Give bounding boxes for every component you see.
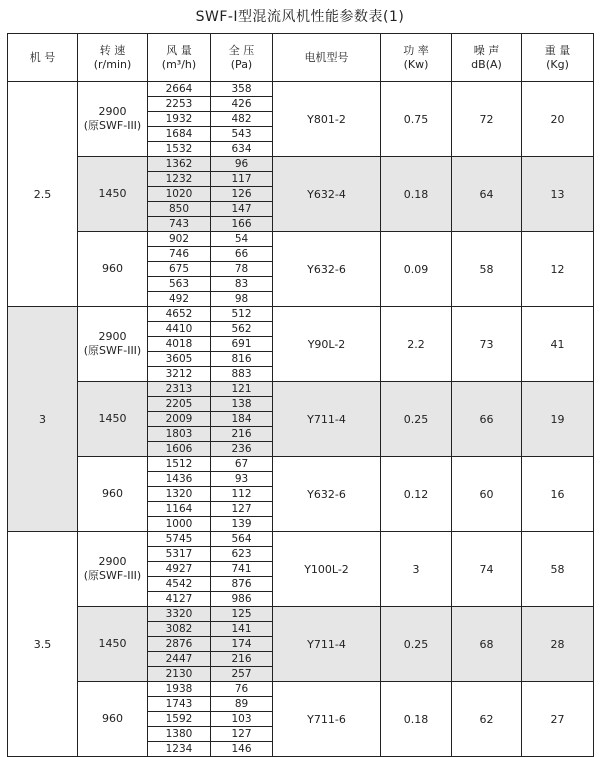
power-value: 2.2 <box>381 307 452 382</box>
pressure-value: 83 <box>211 277 273 292</box>
performance-table <box>7 33 594 757</box>
power-value: 0.09 <box>381 232 452 307</box>
model-number: 3 <box>8 307 78 532</box>
flow-value: 563 <box>148 277 211 292</box>
weight-value: 28 <box>522 607 594 682</box>
flow-value: 2664 <box>148 82 211 97</box>
flow-value: 2313 <box>148 382 211 397</box>
model-number: 2.5 <box>8 82 78 307</box>
weight-value: 13 <box>522 157 594 232</box>
flow-value: 1232 <box>148 172 211 187</box>
pressure-value: 66 <box>211 247 273 262</box>
pressure-value: 127 <box>211 727 273 742</box>
power-value: 0.25 <box>381 607 452 682</box>
pressure-value: 816 <box>211 352 273 367</box>
speed-cell: 960 <box>78 457 148 532</box>
motor-model: Y711-4 <box>273 382 381 457</box>
power-value: 0.12 <box>381 457 452 532</box>
pressure-value: 564 <box>211 532 273 547</box>
pressure-value: 236 <box>211 442 273 457</box>
table-row <box>8 457 594 472</box>
pressure-value: 426 <box>211 97 273 112</box>
pressure-value: 117 <box>211 172 273 187</box>
pressure-value: 67 <box>211 457 273 472</box>
flow-value: 902 <box>148 232 211 247</box>
pressure-value: 623 <box>211 547 273 562</box>
flow-value: 4127 <box>148 592 211 607</box>
flow-value: 1938 <box>148 682 211 697</box>
flow-value: 3605 <box>148 352 211 367</box>
flow-value: 2009 <box>148 412 211 427</box>
flow-value: 1532 <box>148 142 211 157</box>
table-row <box>8 607 594 622</box>
pressure-value: 121 <box>211 382 273 397</box>
flow-value: 1234 <box>148 742 211 757</box>
noise-value: 62 <box>452 682 522 757</box>
header-flow: 风 量 (m³/h) <box>148 34 211 82</box>
flow-value: 5745 <box>148 532 211 547</box>
flow-value: 3082 <box>148 622 211 637</box>
pressure-value: 876 <box>211 577 273 592</box>
flow-value: 1932 <box>148 112 211 127</box>
flow-value: 1803 <box>148 427 211 442</box>
pressure-value: 691 <box>211 337 273 352</box>
power-value: 0.75 <box>381 82 452 157</box>
flow-value: 2205 <box>148 397 211 412</box>
power-value: 3 <box>381 532 452 607</box>
pressure-value: 112 <box>211 487 273 502</box>
pressure-value: 741 <box>211 562 273 577</box>
pressure-value: 54 <box>211 232 273 247</box>
noise-value: 64 <box>452 157 522 232</box>
header-motor: 电机型号 <box>273 34 381 82</box>
speed-cell: 1450 <box>78 382 148 457</box>
speed-cell: 2900 (原SWF-III) <box>78 307 148 382</box>
pressure-value: 93 <box>211 472 273 487</box>
flow-value: 492 <box>148 292 211 307</box>
flow-value: 1164 <box>148 502 211 517</box>
flow-value: 4652 <box>148 307 211 322</box>
header-speed: 转 速 (r/min) <box>78 34 148 82</box>
pressure-value: 127 <box>211 502 273 517</box>
flow-value: 1606 <box>148 442 211 457</box>
table-row <box>8 82 594 97</box>
flow-value: 4410 <box>148 322 211 337</box>
flow-value: 743 <box>148 217 211 232</box>
header-noise: 噪 声 dB(A) <box>452 34 522 82</box>
flow-value: 1020 <box>148 187 211 202</box>
motor-model: Y632-4 <box>273 157 381 232</box>
pressure-value: 482 <box>211 112 273 127</box>
pressure-value: 139 <box>211 517 273 532</box>
header-pressure: 全 压 (Pa) <box>211 34 273 82</box>
table-row <box>8 232 594 247</box>
flow-value: 4542 <box>148 577 211 592</box>
noise-value: 66 <box>452 382 522 457</box>
speed-cell: 960 <box>78 232 148 307</box>
header-row <box>8 34 594 82</box>
flow-value: 2130 <box>148 667 211 682</box>
pressure-value: 216 <box>211 652 273 667</box>
pressure-value: 146 <box>211 742 273 757</box>
flow-value: 4927 <box>148 562 211 577</box>
flow-value: 5317 <box>148 547 211 562</box>
flow-value: 2447 <box>148 652 211 667</box>
header-power: 功 率 (Kw) <box>381 34 452 82</box>
pressure-value: 543 <box>211 127 273 142</box>
power-value: 0.18 <box>381 157 452 232</box>
pressure-value: 138 <box>211 397 273 412</box>
flow-value: 2876 <box>148 637 211 652</box>
table-row <box>8 157 594 172</box>
pressure-value: 89 <box>211 697 273 712</box>
table-row <box>8 382 594 397</box>
flow-value: 850 <box>148 202 211 217</box>
flow-value: 1000 <box>148 517 211 532</box>
pressure-value: 512 <box>211 307 273 322</box>
motor-model: Y711-6 <box>273 682 381 757</box>
motor-model: Y632-6 <box>273 457 381 532</box>
noise-value: 58 <box>452 232 522 307</box>
speed-cell: 2900 (原SWF-III) <box>78 82 148 157</box>
weight-value: 27 <box>522 682 594 757</box>
speed-cell: 960 <box>78 682 148 757</box>
flow-value: 3320 <box>148 607 211 622</box>
pressure-value: 174 <box>211 637 273 652</box>
weight-value: 12 <box>522 232 594 307</box>
speed-cell: 1450 <box>78 607 148 682</box>
weight-value: 41 <box>522 307 594 382</box>
pressure-value: 76 <box>211 682 273 697</box>
table-row <box>8 682 594 697</box>
noise-value: 72 <box>452 82 522 157</box>
pressure-value: 141 <box>211 622 273 637</box>
pressure-value: 98 <box>211 292 273 307</box>
flow-value: 1362 <box>148 157 211 172</box>
table-row <box>8 307 594 322</box>
weight-value: 19 <box>522 382 594 457</box>
pressure-value: 257 <box>211 667 273 682</box>
pressure-value: 634 <box>211 142 273 157</box>
flow-value: 3212 <box>148 367 211 382</box>
pressure-value: 358 <box>211 82 273 97</box>
pressure-value: 147 <box>211 202 273 217</box>
noise-value: 68 <box>452 607 522 682</box>
noise-value: 60 <box>452 457 522 532</box>
motor-model: Y100L-2 <box>273 532 381 607</box>
weight-value: 58 <box>522 532 594 607</box>
header-model: 机 号 <box>8 34 78 82</box>
flow-value: 1743 <box>148 697 211 712</box>
pressure-value: 184 <box>211 412 273 427</box>
flow-value: 4018 <box>148 337 211 352</box>
pressure-value: 125 <box>211 607 273 622</box>
flow-value: 1380 <box>148 727 211 742</box>
pressure-value: 96 <box>211 157 273 172</box>
motor-model: Y90L-2 <box>273 307 381 382</box>
flow-value: 1512 <box>148 457 211 472</box>
pressure-value: 986 <box>211 592 273 607</box>
flow-value: 1436 <box>148 472 211 487</box>
pressure-value: 883 <box>211 367 273 382</box>
flow-value: 1592 <box>148 712 211 727</box>
speed-cell: 1450 <box>78 157 148 232</box>
pressure-value: 166 <box>211 217 273 232</box>
flow-value: 746 <box>148 247 211 262</box>
flow-value: 1684 <box>148 127 211 142</box>
motor-model: Y711-4 <box>273 607 381 682</box>
pressure-value: 78 <box>211 262 273 277</box>
motor-model: Y801-2 <box>273 82 381 157</box>
weight-value: 16 <box>522 457 594 532</box>
pressure-value: 103 <box>211 712 273 727</box>
pressure-value: 126 <box>211 187 273 202</box>
noise-value: 74 <box>452 532 522 607</box>
noise-value: 73 <box>452 307 522 382</box>
flow-value: 675 <box>148 262 211 277</box>
table-body <box>8 34 594 757</box>
flow-value: 1320 <box>148 487 211 502</box>
table-row <box>8 532 594 547</box>
flow-value: 2253 <box>148 97 211 112</box>
pressure-value: 562 <box>211 322 273 337</box>
speed-cell: 2900 (原SWF-III) <box>78 532 148 607</box>
pressure-value: 216 <box>211 427 273 442</box>
motor-model: Y632-6 <box>273 232 381 307</box>
table-title: SWF-Ⅰ型混流风机性能参数表(1) <box>195 9 405 25</box>
model-number: 3.5 <box>8 532 78 757</box>
header-weight: 重 量 (Kg) <box>522 34 594 82</box>
weight-value: 20 <box>522 82 594 157</box>
power-value: 0.25 <box>381 382 452 457</box>
power-value: 0.18 <box>381 682 452 757</box>
